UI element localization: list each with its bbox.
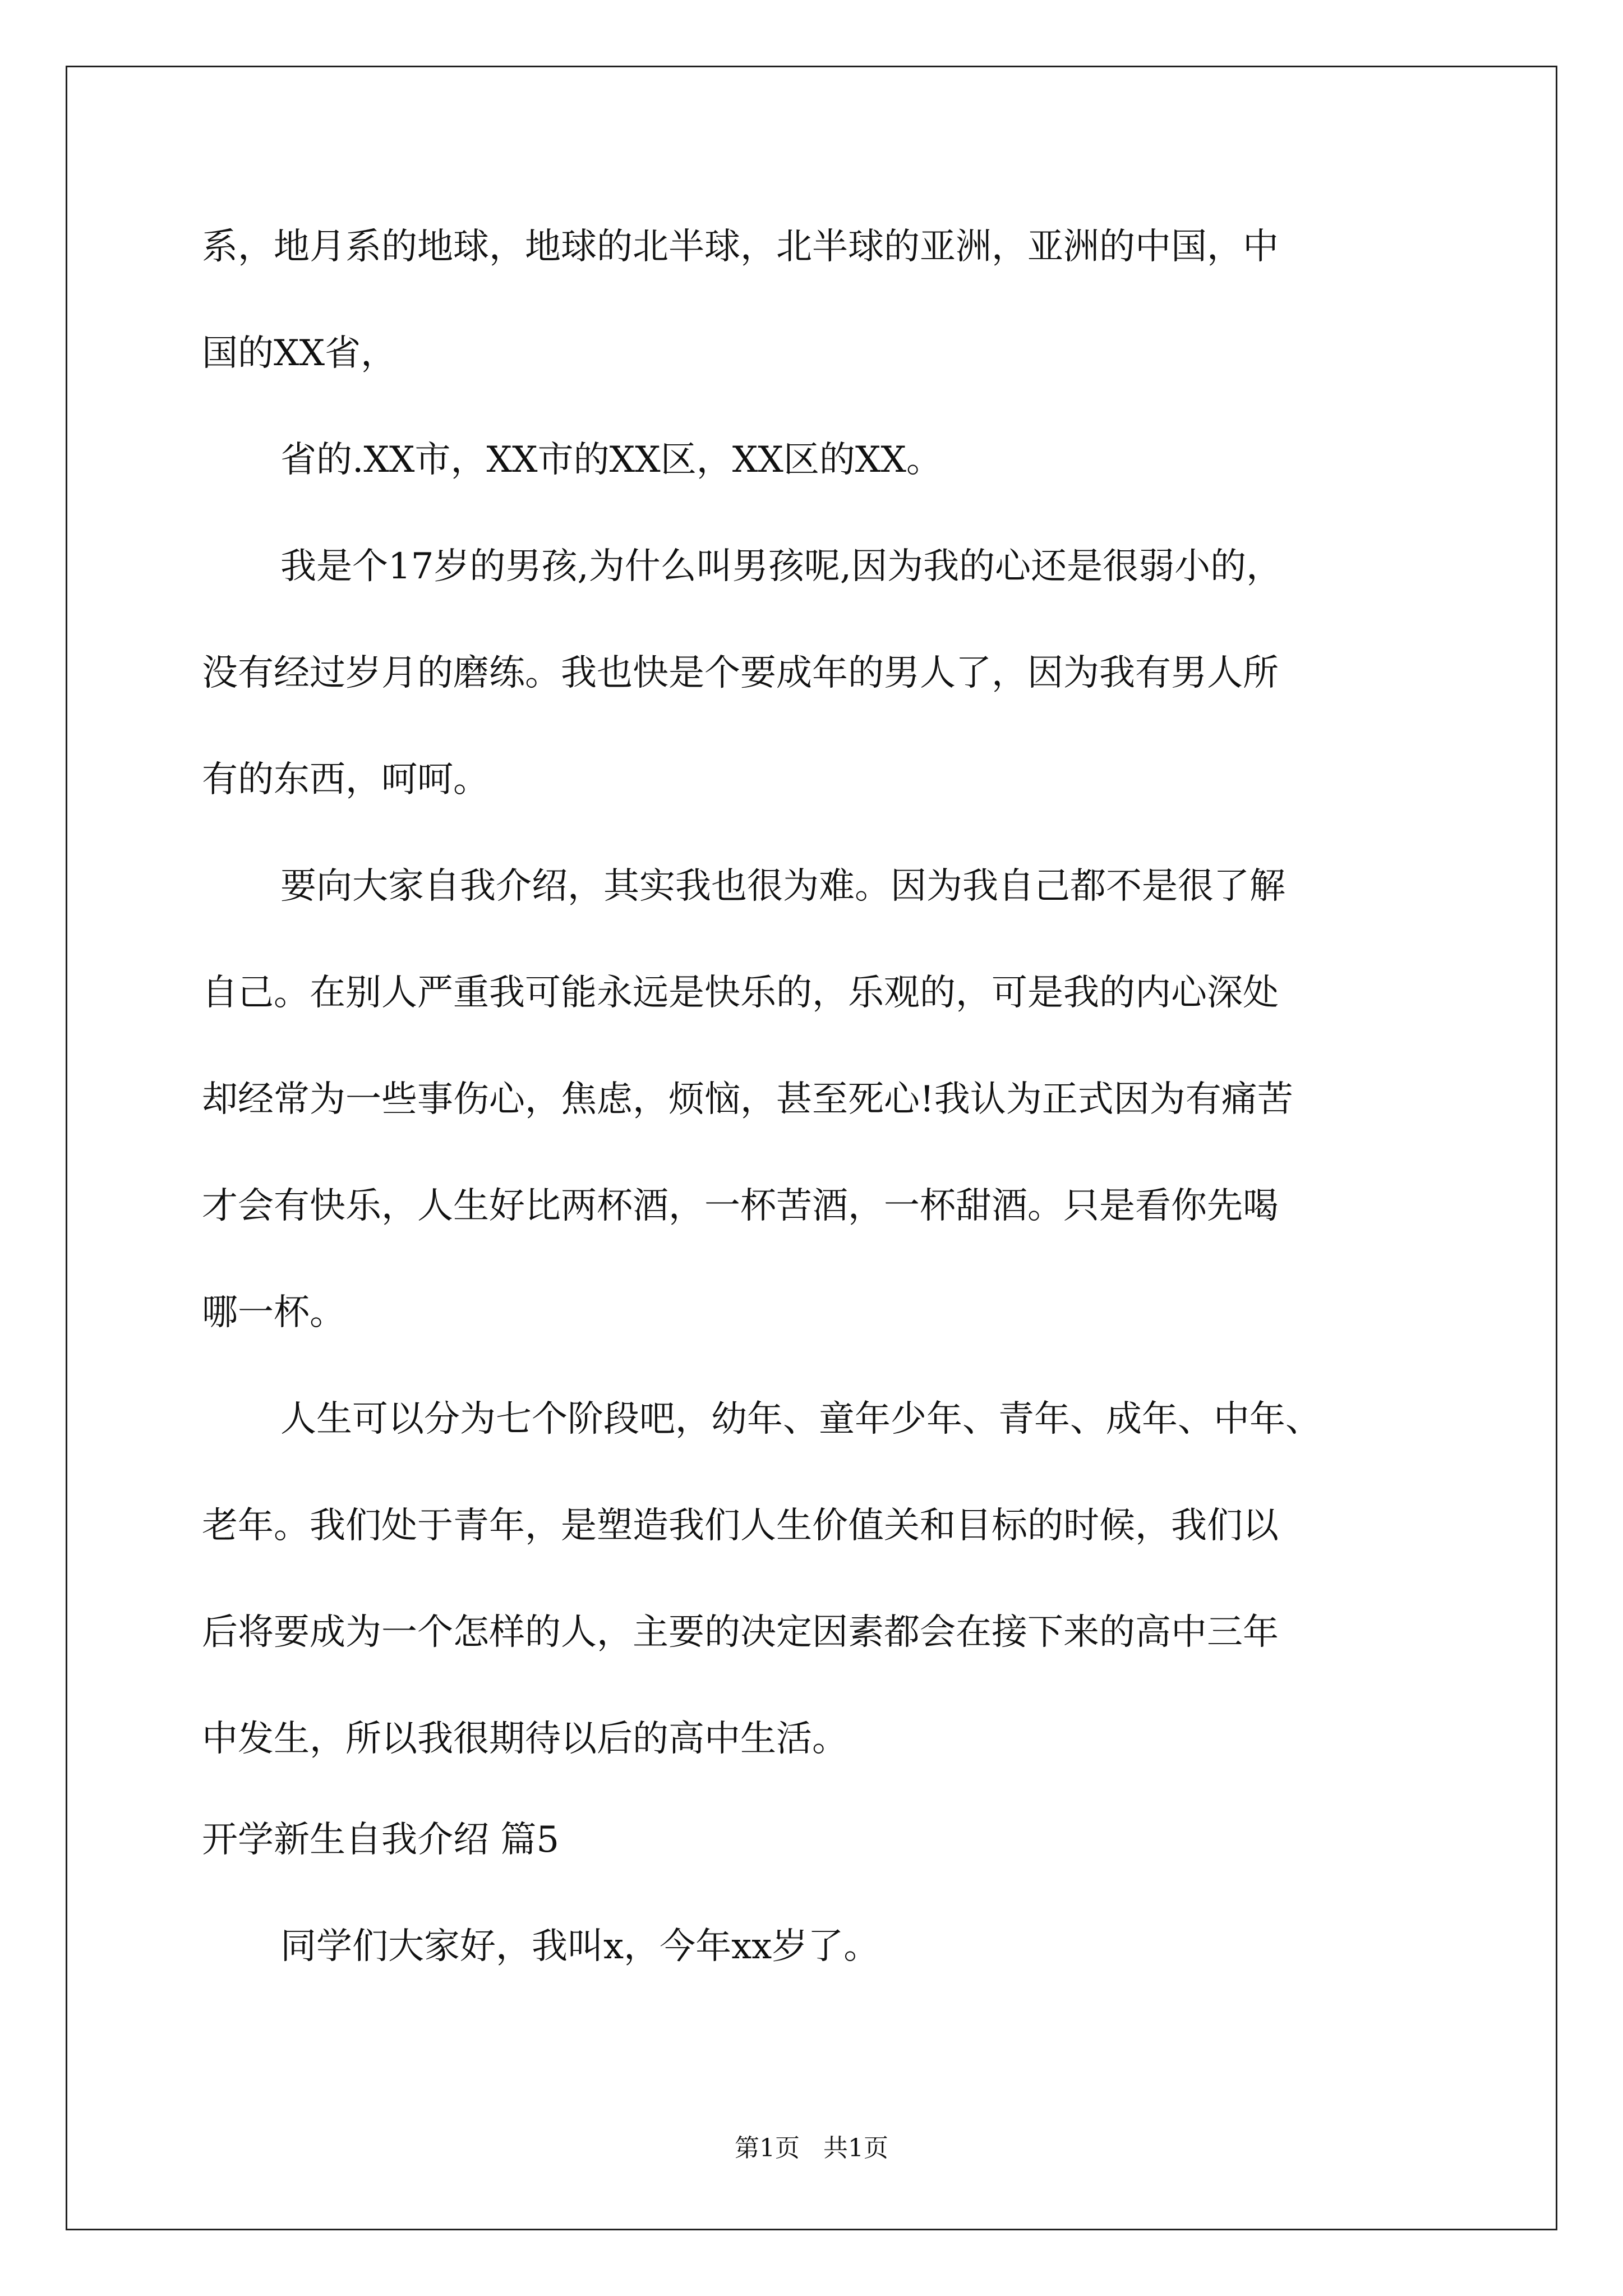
text-line: 同学们大家好，我叫x，今年xx岁了。 (280, 1926, 880, 1967)
text-line: 系，地月系的地球，地球的北半球，北半球的亚洲，亚洲的中国，中 (202, 226, 1279, 268)
text-line: 有的东西，呵呵。 (202, 759, 489, 800)
text-line: 后将要成为一个怎样的人，主要的决定因素都会在接下来的高中三年 (202, 1612, 1279, 1653)
text-line: 要向大家自我介绍，其实我也很为难。因为我自己都不是很了解 (280, 866, 1285, 907)
text-line: 没有经过岁月的磨练。我也快是个要成年的男人了，因为我有男人所 (202, 652, 1279, 694)
text-line: 省的.XX市，XX市的XX区，XX区的XX。 (280, 439, 942, 481)
text-line: 我是个17岁的男孩,为什么叫男孩呢,因为我的心还是很弱小的， (280, 546, 1283, 587)
text-line: 老年。我们处于青年，是塑造我们人生价值关和目标的时候，我们以 (202, 1505, 1279, 1547)
text-line: 才会有快乐，人生好比两杯酒，一杯苦酒，一杯甜酒。只是看你先喝 (202, 1185, 1279, 1227)
page-number: 第1页 共1页 (735, 2134, 888, 2162)
text-line: 哪一杯。 (202, 1292, 345, 1333)
text-line: 人生可以分为七个阶段吧，幼年、童年少年、青年、成年、中年、 (280, 1398, 1321, 1440)
text-line: 却经常为一些事伤心，焦虑，烦恼，甚至死心!我认为正式因为有痛苦 (202, 1079, 1293, 1120)
text-line: 中发生，所以我很期待以后的高中生活。 (202, 1718, 848, 1760)
section-heading: 开学新生自我介绍 篇5 (202, 1819, 560, 1861)
page-border (66, 66, 1557, 2230)
text-line: 国的XX省， (202, 333, 397, 374)
text-line: 自己。在别人严重我可能永远是快乐的，乐观的，可是我的内心深处 (202, 972, 1279, 1014)
